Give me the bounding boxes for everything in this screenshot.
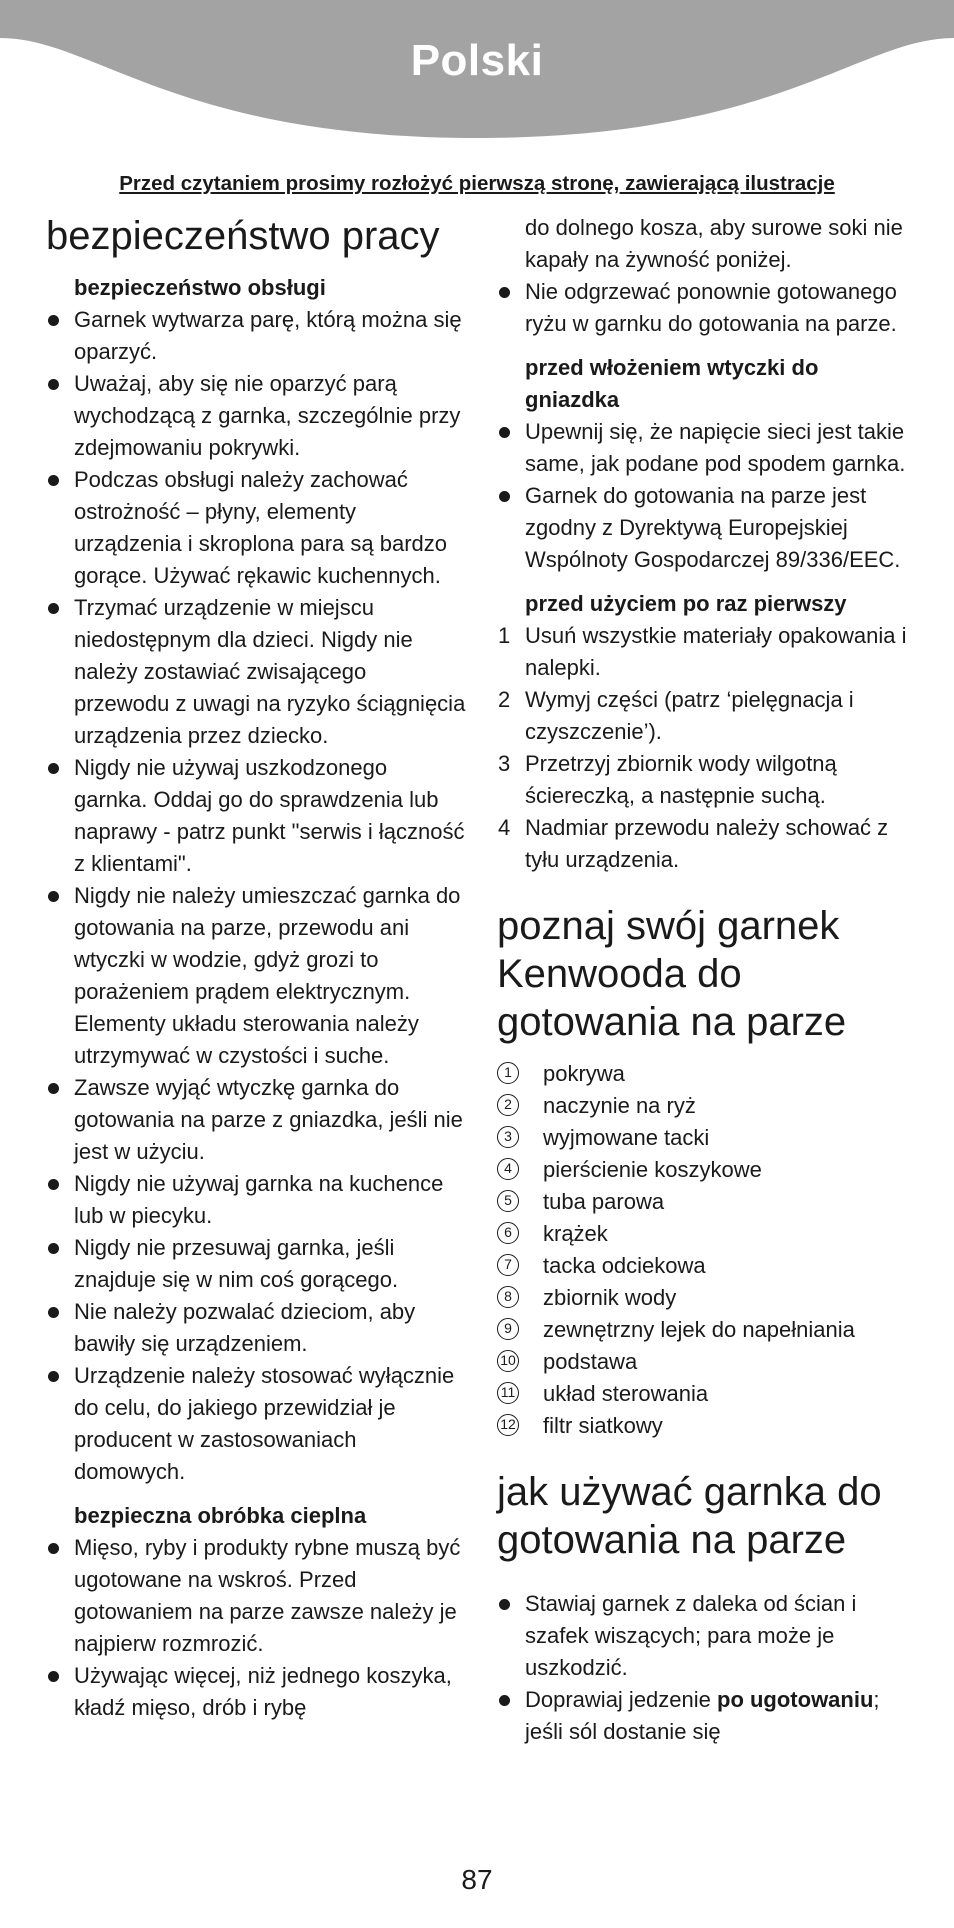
bullet-icon bbox=[48, 315, 59, 326]
number-circle-icon: 10 bbox=[497, 1350, 519, 1372]
header-banner bbox=[0, 0, 954, 170]
step-item: 4 Nadmiar przewodu należy schować z tyłu urządzenia. bbox=[498, 815, 889, 872]
illustration-instruction: Przed czytaniem prosimy rozłożyć pierwszą stronę, zawierającą ilustracje bbox=[119, 172, 835, 195]
bullet-icon bbox=[48, 1179, 59, 1190]
part-item: 6 krążek bbox=[497, 1218, 917, 1250]
part-item: 2 naczynie na ryż bbox=[497, 1090, 917, 1122]
part-item: 4 pierścienie koszykowe bbox=[497, 1154, 917, 1186]
continued-text: do dolnego kosza, aby surowe soki nie kapały na żywność poniżej. bbox=[525, 215, 903, 272]
list-item: Nigdy nie należy umieszczać garnka do gotowania na parze, przewodu ani wtyczki w wodzie, gdyż grozi to porażeniem prądem elektrycznym. Elementy układu sterowania należy utrzymywać w czystości i suche. bbox=[46, 880, 466, 1072]
bullet-icon bbox=[499, 491, 510, 502]
list-item: Nigdy nie używaj uszkodzonego garnka. Oddaj go do sprawdzenia lub naprawy - patrz punkt "serwis i łączność z klientami". bbox=[46, 752, 466, 880]
bullet-icon bbox=[48, 1307, 59, 1318]
list-item: Garnek do gotowania na parze jest zgodny z Dyrektywą Europejskiej Wspólnoty Gospodarczej 89/336/EEC. bbox=[497, 480, 917, 576]
part-item: 11 układ sterowania bbox=[497, 1378, 917, 1410]
list-item-continued bbox=[497, 212, 917, 276]
heat-safety-list-continued bbox=[497, 212, 917, 340]
parts-list bbox=[497, 1058, 917, 1442]
part-item: 10 podstawa bbox=[497, 1346, 917, 1378]
page-number: 87 bbox=[461, 1864, 493, 1895]
number-circle-icon: 11 bbox=[497, 1382, 519, 1404]
number-circle-icon: 3 bbox=[497, 1126, 519, 1148]
list-item: Nigdy nie używaj garnka na kuchence lub w piecyku. bbox=[46, 1168, 466, 1232]
number-circle-icon: 7 bbox=[497, 1254, 519, 1276]
operation-safety-list bbox=[46, 304, 466, 1488]
bullet-icon bbox=[499, 427, 510, 438]
list-item: Stawiaj garnek z daleka od ścian i szafek wiszących; para może je uszkodzić. bbox=[497, 1588, 917, 1684]
bullet-icon bbox=[48, 379, 59, 390]
bullet-icon bbox=[48, 763, 59, 774]
subheading-heat-safety: bezpieczna obróbka cieplna bbox=[74, 1503, 367, 1528]
part-item: 8 zbiornik wody bbox=[497, 1282, 917, 1314]
bullet-icon bbox=[499, 1599, 510, 1610]
section-heading-safety: bezpieczeństwo pracy bbox=[46, 214, 440, 258]
number-circle-icon: 5 bbox=[497, 1190, 519, 1212]
bullet-icon bbox=[48, 1371, 59, 1382]
heat-safety-list bbox=[46, 1532, 466, 1724]
bullet-icon bbox=[48, 891, 59, 902]
left-column bbox=[46, 212, 466, 1724]
part-item: 5 tuba parowa bbox=[497, 1186, 917, 1218]
list-item: Nie odgrzewać ponownie gotowanego ryżu w garnku do gotowania na parze. bbox=[497, 276, 917, 340]
list-item: Nigdy nie przesuwaj garnka, jeśli znajduje się w nim coś gorącego. bbox=[46, 1232, 466, 1296]
number-circle-icon: 9 bbox=[497, 1318, 519, 1340]
usage-list bbox=[497, 1588, 917, 1748]
number-circle-icon: 2 bbox=[497, 1094, 519, 1116]
list-item: Zawsze wyjąć wtyczkę garnka do gotowania na parze z gniazdka, jeśli nie jest w użyciu. bbox=[46, 1072, 466, 1168]
subheading-first-use: przed użyciem po raz pierwszy bbox=[525, 591, 847, 616]
emphasis-after-cooking: po ugotowaniu bbox=[717, 1687, 874, 1712]
part-item: 9 zewnętrzny lejek do napełniania bbox=[497, 1314, 917, 1346]
number-circle-icon: 1 bbox=[497, 1062, 519, 1084]
bullet-icon bbox=[48, 1671, 59, 1682]
bullet-icon bbox=[48, 475, 59, 486]
list-item: Mięso, ryby i produkty rybne muszą być ugotowane na wskroś. Przed gotowaniem na parze zawsze należy je najpierw rozmrozić. bbox=[46, 1532, 466, 1660]
list-item: Upewnij się, że napięcie sieci jest takie same, jak podane pod spodem garnka. bbox=[497, 416, 917, 480]
step-item: 3 Przetrzyj zbiornik wody wilgotną ściereczką, a następnie suchą. bbox=[498, 751, 837, 808]
list-item: Nie należy pozwalać dzieciom, aby bawiły się urządzeniem. bbox=[46, 1296, 466, 1360]
bullet-icon bbox=[48, 1083, 59, 1094]
step-item: 1 Usuń wszystkie materiały opakowania i nalepki. bbox=[498, 623, 907, 680]
part-item: 3 wyjmowane tacki bbox=[497, 1122, 917, 1154]
subheading-operation-safety: bezpieczeństwo obsługi bbox=[74, 275, 326, 300]
number-circle-icon: 6 bbox=[497, 1222, 519, 1244]
list-item: Trzymać urządzenie w miejscu niedostępnym dla dzieci. Nigdy nie należy zostawiać zwisającego przewodu z uwagi na ryzyko ściągnięcia urządzenia przez dziecko. bbox=[46, 592, 466, 752]
section-heading-how-to-use: jak używać garnka do gotowania na parze bbox=[497, 1470, 882, 1562]
number-circle-icon: 8 bbox=[497, 1286, 519, 1308]
list-item: Używając więcej, niż jednego koszyka, kładź mięso, drób i rybę bbox=[46, 1660, 466, 1724]
subheading-before-plugging: przed włożeniem wtyczki do gniazdka bbox=[525, 355, 819, 412]
part-item: 7 tacka odciekowa bbox=[497, 1250, 917, 1282]
bullet-icon bbox=[499, 1695, 510, 1706]
section-heading-know-your-steamer: poznaj swój garnek Kenwooda do gotowania na parze bbox=[497, 904, 847, 1044]
list-item: Garnek wytwarza parę, którą można się oparzyć. bbox=[46, 304, 466, 368]
bullet-icon bbox=[48, 1543, 59, 1554]
list-item: Doprawiaj jedzenie po ugotowaniu; jeśli sól dostanie się bbox=[497, 1684, 917, 1748]
part-item: 12 filtr siatkowy bbox=[497, 1410, 917, 1442]
step-item: 2 Wymyj części (patrz ‘pielęgnacja i czyszczenie’). bbox=[498, 687, 854, 744]
list-item: Uważaj, aby się nie oparzyć parą wychodzącą z garnka, szczególnie przy zdejmowaniu pokrywki. bbox=[46, 368, 466, 464]
bullet-icon bbox=[499, 287, 510, 298]
number-circle-icon: 12 bbox=[497, 1414, 519, 1436]
part-item: 1 pokrywa bbox=[497, 1058, 917, 1090]
language-title: Polski bbox=[410, 36, 544, 85]
plug-list bbox=[497, 416, 917, 576]
bullet-icon bbox=[48, 1243, 59, 1254]
list-item: Urządzenie należy stosować wyłącznie do celu, do jakiego przewidział je producent w zastosowaniach domowych. bbox=[46, 1360, 466, 1488]
bullet-icon bbox=[48, 603, 59, 614]
right-column bbox=[497, 212, 917, 1748]
first-use-steps bbox=[497, 620, 917, 876]
number-circle-icon: 4 bbox=[497, 1158, 519, 1180]
list-item: Podczas obsługi należy zachować ostrożność – płyny, elementy urządzenia i skroplona para są bardzo gorące. Używać rękawic kuchennych. bbox=[46, 464, 466, 592]
